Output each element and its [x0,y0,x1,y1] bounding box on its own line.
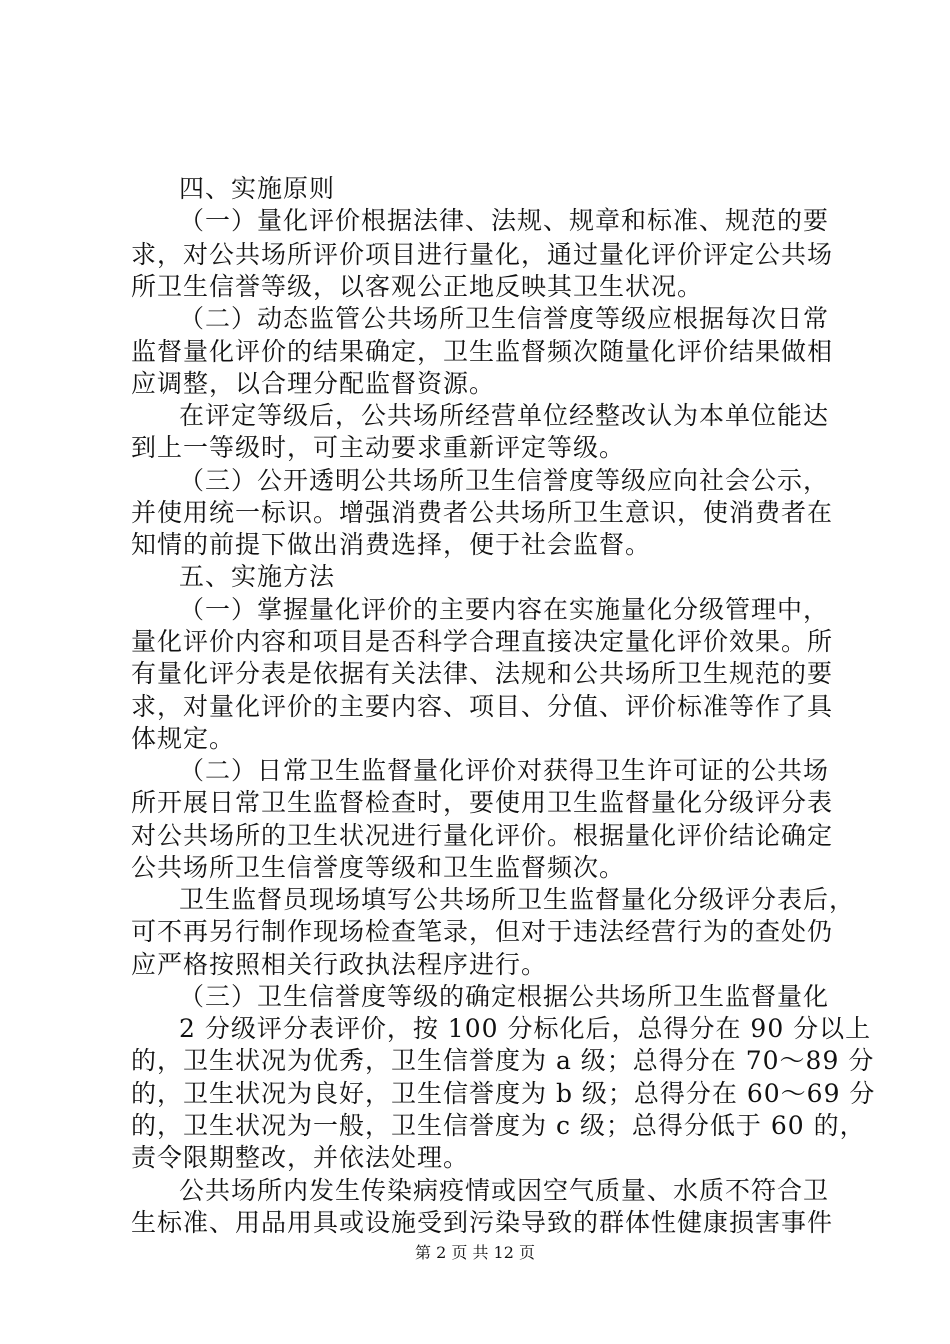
page-number: 第 2 页 共 12 页 [415,1243,535,1262]
text-line: 卫生监督员现场填写公共场所卫生监督量化分级评分表后， [179,885,856,914]
text-line: 求，对量化评价的主要内容、项目、分值、评价标准等作了具 [131,692,834,721]
text-line: （三）公开透明公共场所卫生信誉度等级应向社会公示， [179,466,830,495]
text-line: 应严格按照相关行政执法程序进行。 [131,950,548,979]
text-line: 所开展日常卫生监督检查时，要使用卫生监督量化分级评分表 [131,788,834,817]
text-line: 可不再另行制作现场检查笔录，但对于违法经营行为的查处仍 [131,917,834,946]
text-line: 的，卫生状况为一般，卫生信誉度为 c 级；总得分低于 60 的， [131,1111,866,1140]
text-line: 对公共场所的卫生状况进行量化评价。根据量化评价结论确定 [131,821,834,850]
text-line: 应调整，以合理分配监督资源。 [131,369,496,398]
text-line: 知情的前提下做出消费选择，便于社会监督。 [131,530,652,559]
text-line: 责令限期整改，并依法处理。 [131,1143,470,1172]
text-line: （一）掌握量化评价的主要内容在实施量化分级管理中， [179,595,830,624]
text-line: （二）日常卫生监督量化评价对获得卫生许可证的公共场 [179,756,830,785]
text-line: （三）卫生信誉度等级的确定根据公共场所卫生监督量化 [179,982,830,1011]
text-line: 量化评价内容和项目是否科学合理直接决定量化评价效果。所 [131,627,834,656]
text-line: 有量化评分表是依据有关法律、法规和公共场所卫生规范的要 [131,659,834,688]
section-heading: 四、实施原则 [179,174,336,203]
text-line: 所卫生信誉等级，以客观公正地反映其卫生状况。 [131,272,704,301]
text-line: 的，卫生状况为优秀，卫生信誉度为 a 级；总得分在 70～89 分 [131,1046,875,1075]
text-line: 监督量化评价的结果确定，卫生监督频次随量化评价结果做相 [131,337,834,366]
text-line: 体规定。 [131,724,236,753]
text-line: 在评定等级后，公共场所经营单位经整改认为本单位能达 [179,401,830,430]
text-line: 公共场所内发生传染病疫情或因空气质量、水质不符合卫 [179,1176,830,1205]
text-line: 的，卫生状况为良好，卫生信誉度为 b 级；总得分在 60～69 分 [131,1079,876,1108]
section-heading: 五、实施方法 [179,562,336,591]
text-line: 公共场所卫生信誉度等级和卫生监督频次。 [131,853,626,882]
text-line: 生标准、用品用具或设施受到污染导致的群体性健康损害事件 [131,1208,834,1237]
text-line: 并使用统一标识。增强消费者公共场所卫生意识，使消费者在 [131,498,834,527]
text-line: 求，对公共场所评价项目进行量化，通过量化评价评定公共场 [131,240,834,269]
text-line: 到上一等级时，可主动要求重新评定等级。 [131,433,626,462]
text-line: （一）量化评价根据法律、法规、规章和标准、规范的要 [179,206,830,235]
text-line: （二）动态监管公共场所卫生信誉度等级应根据每次日常 [179,304,830,333]
text-line: 2 分级评分表评价，按 100 分标化后，总得分在 90 分以上 [179,1014,872,1043]
